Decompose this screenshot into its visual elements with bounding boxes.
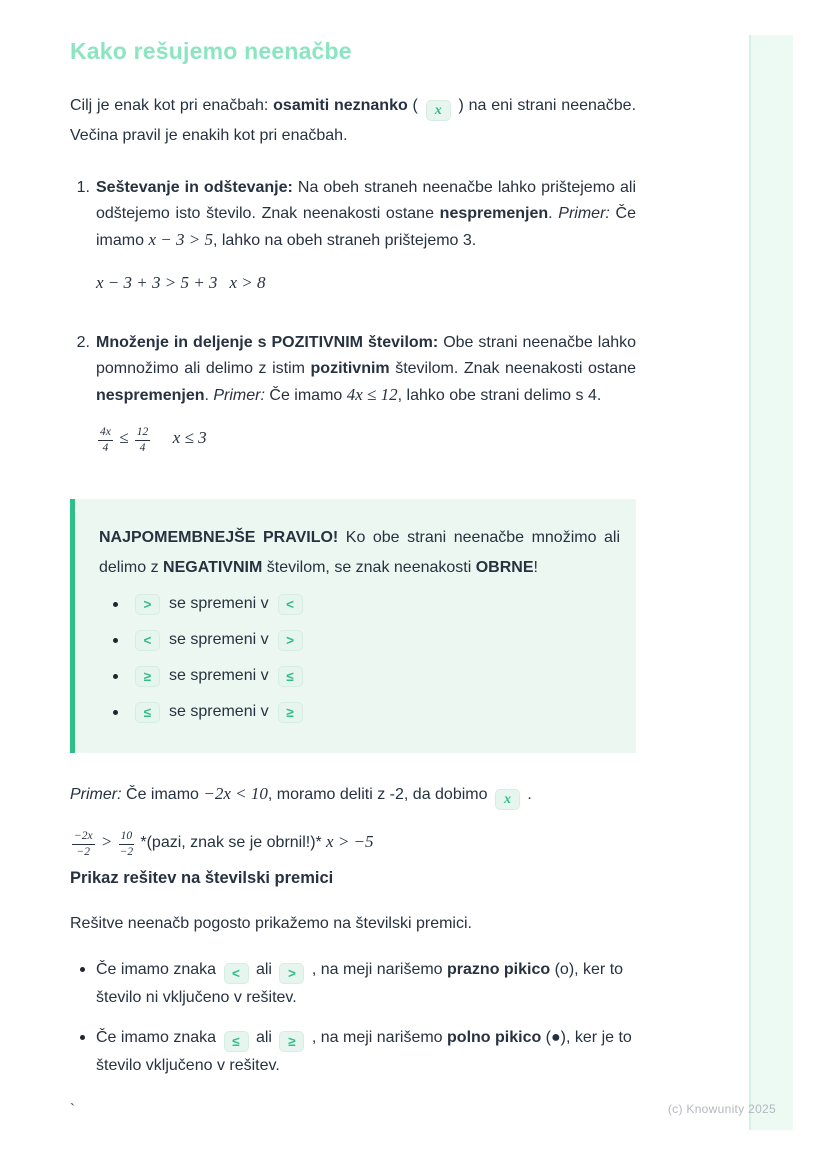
bullet-text: , na meji narišemo [307,1029,448,1046]
sign-flip-item [113,629,620,651]
rule-2-primer-label: Primer: [213,387,265,404]
example-inline-math: −2x < 10 [203,784,268,803]
greater-equal-chip: ≥ [279,1031,304,1052]
sign-flip-item [113,593,620,615]
rule-2-inline-math: 4x ≤ 12 [346,385,398,404]
math-expression-tail: x > −5 [326,832,374,851]
bullet-bold-prazno: prazno pikico [447,961,551,978]
fraction-denominator: −2 [76,846,91,858]
example-paragraph [70,781,636,810]
bullet-dot-icon [113,674,118,679]
less-than-chip: < [135,630,160,651]
example-primer-label: Primer: [70,786,122,803]
callout-bold-negativnim: NEGATIVNIM [163,559,263,576]
intro-text-tail: ) na eni strani neenačbe. Večina pravil je enakih kot pri enačbah. [70,97,637,144]
callout-exclaim: ! [533,559,538,576]
greater-equal-chip: ≥ [278,702,303,723]
rule-2-text4: , lahko obe strani delimo s 4. [397,387,602,404]
greater-than-chip: > [279,963,304,984]
rule-2-body [96,330,636,473]
intro-text: Cilj je enak kot pri enačbah: [70,97,274,114]
fraction-numerator: −2x [72,830,95,845]
intro-paren-open: ( [407,97,423,114]
sign-flip-text: se spremeni v [169,667,269,684]
fraction-numerator: 12 [135,426,151,441]
rule-2-text2: številom. Znak neenakosti ostane [389,360,637,377]
sign-flip-text: se spremeni v [169,631,269,648]
callout-bold-title: NAJPOMEMBNEJŠE PRAVILO! [99,529,339,546]
fraction-denominator: 4 [102,442,109,454]
example-text: Če imamo [121,786,204,803]
less-equal-chip: ≤ [135,702,160,723]
fraction [135,426,151,455]
rule-1-body [96,175,636,314]
less-equal-chip: ≤ [224,1031,249,1052]
rule-2-title: Množenje in deljenje s POZITIVNIM številom: [96,334,439,351]
fraction [119,830,135,859]
fraction [98,426,113,455]
rule-2-period: . [204,387,214,404]
bullet-text: , na meji narišemo [307,961,448,978]
math-expression-right: x > 8 [229,273,266,292]
callout-heading [99,523,620,583]
rule-1-marker: 1. [76,179,90,196]
rule-1-bold-nespremenjen: nespremenjen [439,205,549,222]
example-text2: , moramo deliti z -2, da dobimo [267,786,492,803]
math-expression-tail: x ≤ 3 [172,428,207,447]
rule-2-text: Obe strani neenačbe lahko pomnožimo ali delimo z istim [96,334,637,377]
rule-2-marker: 2. [76,334,90,351]
bullet-text: (●), ker je to število vključeno v rešitev. [96,1029,632,1074]
sign-flip-item [113,701,620,723]
copyright-watermark: (c) Knowunity 2025 [667,1102,776,1116]
stray-backtick: ` [70,1101,75,1118]
document-content [70,38,636,1118]
fraction [72,830,95,859]
callout-bold-obrne: OBRNE [475,559,534,576]
fraction-numerator: 4x [98,426,113,441]
rule-item-addition [70,175,636,314]
page-title: Kako rešujemo neenačbe [70,38,352,64]
sign-flip-list [99,593,620,723]
numberline-paragraph: Rešitve neenačb pogosto prikažemo na številski premici. [70,915,472,932]
example-period: . [522,786,532,803]
bullet-text: Če imamo znaka [96,961,221,978]
rule-2-display-math [96,425,636,455]
sign-flip-item [113,665,620,687]
fraction-numerator: 10 [119,830,135,845]
page-edge-strip [749,35,793,1130]
greater-than-chip: > [278,630,303,651]
rule-2-bold-pozitivnim: pozitivnim [310,360,390,377]
rule-1-text: Na obeh straneh neenačbe lahko prištejemo ali odštejemo isto število. Znak neenakosti ostane [96,179,636,222]
greater-equal-chip: ≥ [135,666,160,687]
rule-1-primer-label: Primer: [558,205,610,222]
numberline-bullet-list [70,956,636,1079]
bullet-text: ali [251,1029,277,1046]
less-than-chip: < [224,963,249,984]
less-equal-chip: ≤ [278,666,303,687]
math-operator: > [100,832,113,851]
rule-1-display-math [96,270,636,296]
rules-list [70,175,636,473]
bullet-text: ali [251,961,277,978]
math-expression-left: x − 3 + 3 > 5 + 3 [96,273,218,292]
callout-text2: številom, se znak neenakosti [262,559,476,576]
numberline-bullet-filled-dot [70,1024,636,1079]
rule-1-period: . [548,205,559,222]
fraction-denominator: −2 [119,846,134,858]
numberline-bullet-open-dot [70,956,636,1011]
rule-1-inline-math: x − 3 > 5 [148,230,213,249]
rule-2-bold-nespremenjen: nespremenjen [96,387,205,404]
sign-flip-text: se spremeni v [169,703,269,720]
bullet-dot-icon [80,967,85,972]
bullet-dot-icon [113,710,118,715]
math-operator: ≤ [119,428,129,447]
greater-than-chip: > [135,594,160,615]
rule-1-text2: Če imamo [96,205,637,249]
rule-2-text3: Če imamo [264,387,347,404]
sign-flip-text: se spremeni v [169,595,269,612]
x-variable-chip: x [495,789,520,810]
intro-bold-osamiti: osamiti neznanko [273,97,408,114]
intro-paragraph [70,91,636,150]
bullet-bold-polno: polno pikico [447,1029,542,1046]
less-than-chip: < [278,594,303,615]
bullet-text: (o), ker to število ni vključeno v rešitev. [96,961,624,1006]
example-display-math [70,830,636,859]
numberline-heading: Prikaz rešitev na številski premici [70,869,334,887]
rule-1-text3: , lahko na obeh straneh prištejemo 3. [212,232,477,249]
fraction-denominator: 4 [139,442,146,454]
bullet-dot-icon [80,1035,85,1040]
callout-text: Ko obe strani neenačbe množimo ali delimo z [99,529,620,576]
bullet-dot-icon [113,638,118,643]
math-note: *(pazi, znak se je obrnil!)* [140,834,322,851]
bullet-dot-icon [113,602,118,607]
x-variable-chip: x [426,100,451,121]
important-rule-callout [70,499,636,753]
bullet-text: Če imamo znaka [96,1029,221,1046]
rule-1-title: Seštevanje in odštevanje: [96,179,293,196]
rule-item-multiplication [70,330,636,473]
